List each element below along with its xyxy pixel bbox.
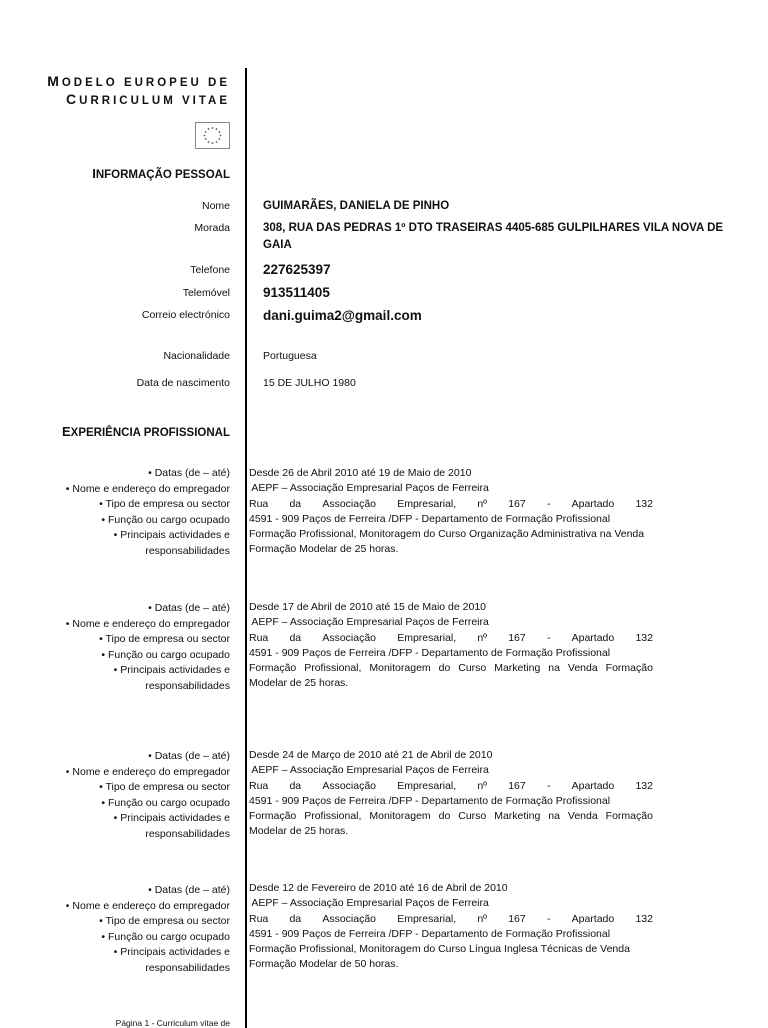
justified-word: Curso [458, 662, 487, 675]
entry-address [249, 912, 653, 927]
entry-address [249, 779, 653, 794]
justified-word: Apartado [571, 497, 615, 510]
entry-dates: Desde 17 de Abril de 2010 até 15 de Maio de 2010 [249, 601, 487, 613]
justified-word: Profissional, [304, 662, 362, 675]
entry-address [249, 631, 653, 646]
justified-word: Formação [605, 810, 653, 823]
justified-word: na [548, 662, 560, 675]
personal-heading-rest: NFORMAÇÃO PESSOAL [95, 169, 230, 181]
justified-word: Apartado [571, 912, 615, 925]
justified-word: 167 [508, 631, 526, 644]
experience-entry-2-labels [30, 601, 230, 694]
vertical-divider [245, 68, 247, 1028]
justified-word: Monitoragem [369, 810, 431, 823]
experience-entry-2 [249, 600, 653, 692]
title-initial-1: M [47, 73, 62, 89]
value-name: GUIMARÃES, DANIELA DE PINHO [263, 200, 450, 212]
justified-word: Marketing [494, 810, 541, 823]
entry-sector: 4591 - 909 Paços de Ferreira /DFP - Departamento de Formação Profissional [249, 927, 611, 940]
justified-word: Profissional, [304, 810, 362, 823]
justified-word: 132 [635, 497, 653, 510]
justified-word: 132 [635, 912, 653, 925]
entry-dates: Desde 24 de Março de 2010 até 21 de Abril de 2010 [249, 749, 493, 761]
entry-activities: Formação Modelar de 50 horas. [249, 958, 399, 971]
justified-word: - [546, 912, 551, 925]
label-mobile: Telemóvel [182, 287, 230, 299]
justified-word: Venda [567, 662, 598, 675]
entry-role [249, 661, 653, 676]
field-activities-label-2: responsabilidades [145, 679, 230, 692]
justified-word: Apartado [571, 779, 615, 792]
cv-title-line-1 [47, 72, 230, 92]
value-address-line-2: GAIA [263, 239, 292, 251]
field-activities-label-1: • Principais actividades e [113, 529, 230, 541]
label-nationality: Nacionalidade [163, 350, 230, 362]
field-employer-label: • Nome e endereço do empregador [65, 617, 230, 630]
justified-word: Empresarial, [397, 912, 457, 925]
entry-employer: AEPF – Associação Empresarial Paços de Ferreira [249, 616, 489, 629]
justified-word: - [546, 779, 551, 792]
justified-word: 167 [508, 779, 526, 792]
title-rest-1: ODELO EUROPEU DE [61, 77, 230, 89]
field-activities-label-1: • Principais actividades e [113, 812, 230, 824]
justified-word: na [548, 810, 560, 823]
field-activities-label-2: responsabilidades [145, 544, 230, 557]
entry-sector: 4591 - 909 Paços de Ferreira /DFP - Departamento de Formação Profissional [249, 794, 611, 807]
field-dates-label: • Datas (de – até) [148, 884, 230, 896]
field-sector-label: • Tipo de empresa ou sector [99, 781, 230, 793]
justified-word: Associação [322, 631, 377, 644]
title-initial-2: C [66, 91, 80, 107]
justified-word: - [546, 631, 551, 644]
entry-employer: AEPF – Associação Empresarial Paços de Ferreira [249, 897, 489, 910]
justified-word: 167 [508, 497, 526, 510]
justified-word: Rua [249, 631, 269, 644]
experience-entry-1-labels [30, 466, 230, 559]
field-employer-label: • Nome e endereço do empregador [65, 482, 230, 495]
justified-word: Apartado [571, 631, 615, 644]
justified-word: 167 [508, 912, 526, 925]
justified-word: nº [477, 631, 488, 644]
justified-word: 132 [635, 779, 653, 792]
experience-heading-rest: XPERIÊNCIA PROFISSIONAL [70, 427, 230, 439]
value-birthdate: 15 DE JULHO 1980 [263, 377, 356, 389]
justified-word: Empresarial, [397, 631, 457, 644]
value-mobile: 913511405 [263, 285, 330, 300]
page-footer: Página 1 - Curriculum vitae de [115, 1018, 230, 1028]
field-sector-label: • Tipo de empresa ou sector [99, 633, 230, 645]
entry-sector: 4591 - 909 Paços de Ferreira /DFP - Departamento de Formação Profissional [249, 646, 611, 659]
justified-word: Formação [249, 662, 297, 675]
field-activities-label-2: responsabilidades [145, 961, 230, 974]
field-dates-label: • Datas (de – até) [148, 750, 230, 762]
justified-word: nº [477, 497, 488, 510]
entry-activities: Modelar de 25 horas. [249, 825, 349, 838]
entry-employer: AEPF – Associação Empresarial Paços de Ferreira [249, 482, 489, 495]
personal-info-heading [92, 166, 230, 181]
justified-word: Marketing [494, 662, 541, 675]
justified-word: da [289, 779, 302, 792]
justified-word: Rua [249, 912, 269, 925]
label-name: Nome [201, 200, 230, 212]
justified-word: Curso [458, 810, 487, 823]
justified-word: Associação [322, 912, 377, 925]
experience-entry-3-labels [30, 749, 230, 842]
experience-entry-3 [249, 748, 653, 840]
field-role-label: • Função ou cargo ocupado [101, 513, 230, 526]
value-phone: 227625397 [263, 262, 331, 277]
justified-word: nº [477, 779, 488, 792]
experience-heading-initial: E [62, 424, 71, 439]
entry-role [249, 809, 653, 824]
entry-activities: Modelar de 25 horas. [249, 677, 349, 690]
experience-heading [62, 424, 230, 439]
label-address: Morada [194, 222, 230, 234]
experience-entry-1 [249, 466, 653, 558]
value-email[interactable]: dani.guima2@gmail.com [263, 308, 422, 323]
justified-word: Monitoragem [369, 662, 431, 675]
eu-flag-icon [195, 122, 230, 149]
field-activities-label-1: • Principais actividades e [113, 946, 230, 958]
label-phone: Telefone [190, 264, 230, 276]
entry-role: Formação Profissional, Monitoragem do Curso Língua Inglesa Técnicas de Venda [249, 943, 630, 956]
justified-word: Rua [249, 497, 269, 510]
cv-title-line-2 [66, 90, 230, 110]
justified-word: do [438, 810, 451, 823]
experience-entry-4-labels [30, 883, 230, 976]
justified-word: Venda [567, 810, 598, 823]
justified-word: da [289, 497, 302, 510]
justified-word: Formação [249, 810, 297, 823]
title-rest-2: URRICULUM VITAE [79, 95, 230, 107]
field-sector-label: • Tipo de empresa ou sector [99, 915, 230, 927]
field-employer-label: • Nome e endereço do empregador [65, 765, 230, 778]
entry-dates: Desde 26 de Abril 2010 até 19 de Maio de 2010 [249, 467, 472, 479]
field-role-label: • Função ou cargo ocupado [101, 796, 230, 809]
field-dates-label: • Datas (de – até) [148, 602, 230, 614]
value-nationality: Portuguesa [263, 350, 317, 362]
justified-word: Empresarial, [397, 497, 457, 510]
justified-word: - [546, 497, 551, 510]
field-role-label: • Função ou cargo ocupado [101, 648, 230, 661]
justified-word: Associação [322, 779, 377, 792]
entry-activities: Formação Modelar de 25 horas. [249, 543, 399, 556]
experience-entry-4 [249, 881, 653, 973]
field-dates-label: • Datas (de – até) [148, 467, 230, 479]
field-role-label: • Função ou cargo ocupado [101, 930, 230, 943]
justified-word: 132 [635, 631, 653, 644]
field-employer-label: • Nome e endereço do empregador [65, 899, 230, 912]
justified-word: da [289, 912, 302, 925]
entry-address [249, 497, 653, 512]
justified-word: nº [477, 912, 488, 925]
justified-word: Rua [249, 779, 269, 792]
entry-employer: AEPF – Associação Empresarial Paços de Ferreira [249, 764, 489, 777]
field-activities-label-2: responsabilidades [145, 827, 230, 840]
field-activities-label-1: • Principais actividades e [113, 664, 230, 676]
justified-word: do [438, 662, 451, 675]
value-address-line-1: 308, RUA DAS PEDRAS 1º DTO TRASEIRAS 4405-685 GULPILHARES VILA NOVA DE [263, 222, 724, 234]
entry-sector: 4591 - 909 Paços de Ferreira /DFP - Departamento de Formação Profissional [249, 512, 611, 525]
justified-word: Formação [605, 662, 653, 675]
justified-word: da [289, 631, 302, 644]
personal-heading-initial: I [92, 166, 96, 181]
justified-word: Empresarial, [397, 779, 457, 792]
label-email: Correio electrónico [141, 309, 230, 321]
entry-dates: Desde 12 de Fevereiro de 2010 até 16 de Abril de 2010 [249, 882, 508, 894]
entry-role: Formação Profissional, Monitoragem do Curso Organização Administrativa na Venda [249, 528, 645, 541]
justified-word: Associação [322, 497, 377, 510]
label-birthdate: Data de nascimento [136, 377, 230, 389]
field-sector-label: • Tipo de empresa ou sector [99, 498, 230, 510]
